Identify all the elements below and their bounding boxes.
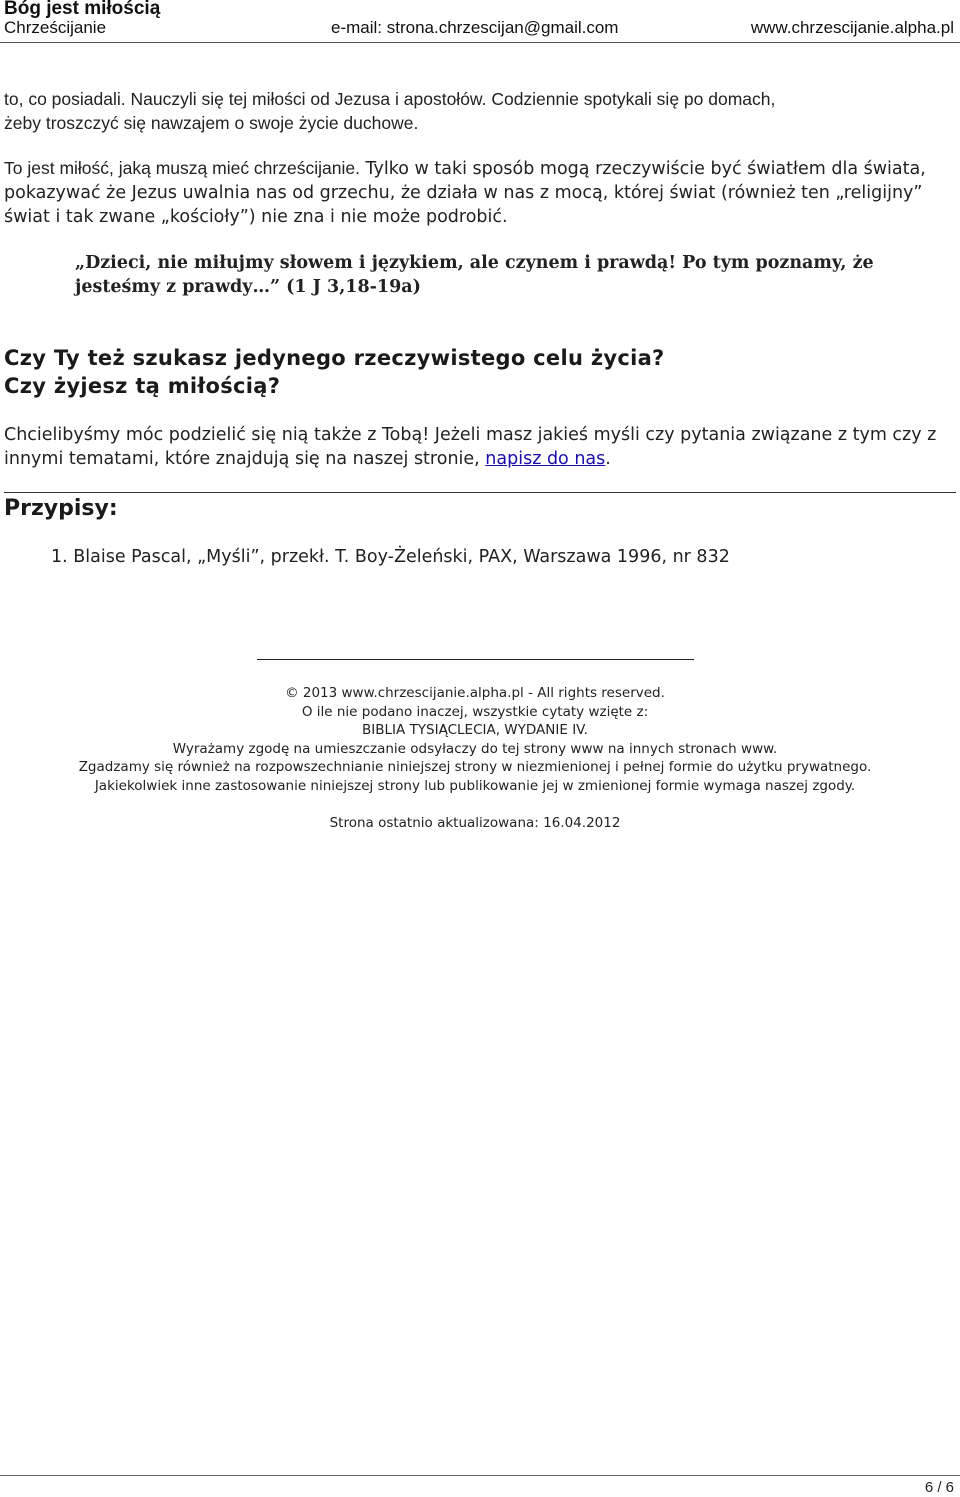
header-divider xyxy=(0,42,960,43)
question-line-2: Czy żyjesz tą miłością? xyxy=(4,374,281,398)
page-number-divider xyxy=(0,1475,960,1476)
header-bar xyxy=(4,18,954,40)
header-category: Chrześcijanie xyxy=(4,18,107,37)
footer-distribution: Zgadzamy się również na rozpowszechnianie niniejszej strony w niezmienionej i pełnej formie do użytku prywatnego. xyxy=(78,759,872,775)
write-to-us-link[interactable]: napisz do nas xyxy=(485,449,606,469)
footer xyxy=(0,684,950,833)
bible-quote: „Dzieci, nie miłujmy słowem i językiem, ale czynem i prawdą! Po tym poznamy, że jesteśmy z prawdy…” (1 J 3,18-19a) xyxy=(75,253,874,297)
footer-updated: Strona ostatnio aktualizowana: 16.04.2012 xyxy=(329,815,621,831)
footer-links-consent: Wyrażamy zgodę na umieszczanie odsyłaczy do tej strony www na innych stronach www. xyxy=(172,740,778,757)
page-number: 6 / 6 xyxy=(924,1479,954,1496)
contact-text: Chcielibyśmy móc podzielić się nią także z Tobą! Jeżeli masz jakieś myśli czy pytania związane z tym czy z innymi tematami, które znajdują się na naszej stronie, xyxy=(4,425,937,469)
footer-divider xyxy=(257,659,694,660)
question-heading xyxy=(4,344,944,400)
paragraph-1-line-2: żeby troszczyć się nawzajem o swoje życie duchowe. xyxy=(4,113,419,133)
footer-quotes-note: O ile nie podano inaczej, wszystkie cytaty wzięte z: xyxy=(301,703,649,720)
question-line-1: Czy Ty też szukasz jedynego rzeczywistego celu życia? xyxy=(4,346,665,370)
paragraph-1 xyxy=(4,87,954,135)
paragraph-2-lead: To jest miłość, jaką muszą mieć chrześcijanie. xyxy=(4,158,360,178)
header-site: www.chrzescijanie.alpha.pl xyxy=(750,18,954,37)
header-email: e-mail: strona.chrzescijan@gmail.com xyxy=(331,18,619,37)
footer-bible: BIBLIA TYSIĄCLECIA, WYDANIE IV. xyxy=(362,722,588,738)
footnotes-divider xyxy=(4,492,956,493)
page-title: Bóg jest miłością xyxy=(4,0,161,19)
paragraph-1-line-1: to, co posiadali. Nauczyli się tej miłości od Jezusa i apostołów. Codziennie spotykali się po domach, xyxy=(4,89,776,109)
paragraph-2-text: Tylko w taki sposób mogą rzeczywiście być światłem dla świata, pokazywać że Jezus uwalnia nas od grzechu, że działa w nas z mocą, której świat (również ten „religijny” świat i tak zwane „kościoły”) nie zna i nie może podrobić. xyxy=(4,159,926,227)
contact-paragraph xyxy=(4,423,954,471)
paragraph-2 xyxy=(4,156,954,229)
footer-copyright: © 2013 www.chrzescijanie.alpha.pl - All rights reserved. xyxy=(285,685,665,701)
footnote-item: 1. Blaise Pascal, „Myśli”, przekł. T. Boy-Żeleński, PAX, Warszawa 1996, nr 832 xyxy=(51,547,730,567)
footnotes-heading: Przypisy: xyxy=(4,496,118,521)
footer-restriction: Jakiekolwiek inne zastosowanie niniejszej strony lub publikowanie jej w zmienionej formie wymaga naszej zgody. xyxy=(94,777,856,794)
contact-text-end: . xyxy=(605,449,611,469)
